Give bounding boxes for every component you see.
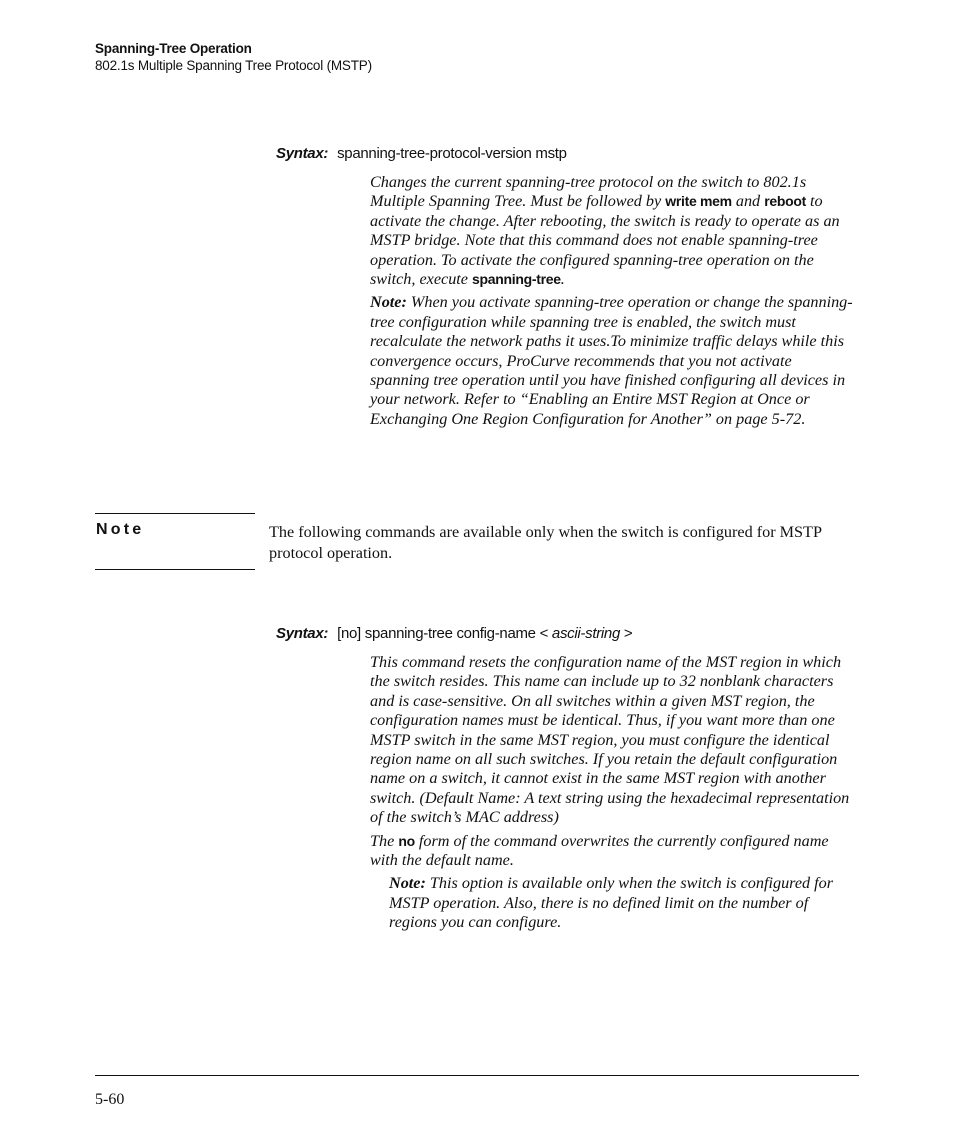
command-note: Note: When you activate spanning-tree operation or change the spanning-tree configuration while spanning tree is enabled, the switch must recalculate the network paths it uses.To minimize traffic delays while this convergence occurs, ProCurve recommends that you not activate spanning tree operation until you have finished configuring all devices in your network. Refer to “Enabling an Entire MST Region at Once or Exchanging One Region Configuration for Another” on page 5-72. (370, 293, 853, 428)
running-header-title: Spanning-Tree Operation (95, 41, 252, 56)
syntax-line-config-name: Syntax: [no] spanning-tree config-name < ascii-string > (276, 625, 633, 642)
inline-command: write mem (665, 193, 732, 210)
running-header-subtitle: 802.1s Multiple Spanning Tree Protocol (MSTP) (95, 58, 372, 73)
note-label: Note: (370, 293, 407, 312)
syntax-parameter: ascii-string (551, 625, 621, 642)
command-note: Note: This option is available only when the switch is configured for MSTP operation. Also, there is no defined limit on the number of regions you can configure. (389, 874, 834, 932)
inline-command: spanning-tree (472, 271, 561, 288)
syntax-line-protocol-version (276, 145, 567, 162)
command-description: Changes the current spanning-tree protocol on the switch to 802.1s Multiple Spanning Tree. Must be followed by write mem and reboot to activate the change. After rebooting, the switch is ready to operate as an MSTP bridge. Note that this command does not enable spanning-tree operation. To activate the configured spanning-tree operation on the switch, execute spanning-tree. (370, 173, 840, 289)
syntax-description-block (370, 653, 854, 937)
syntax-label: Syntax: (276, 145, 329, 162)
footer-rule (95, 1075, 859, 1076)
note-bottom-rule (95, 569, 255, 570)
note-heading: Note (96, 521, 145, 538)
note-body: The following commands are available only when the switch is configured for MSTP protocol operation. (269, 523, 822, 562)
inline-command: no (398, 832, 415, 849)
syntax-command: spanning-tree-protocol-version mstp (337, 145, 567, 162)
note-top-rule (95, 513, 255, 514)
no-form-description: The no form of the command overwrites the currently configured name with the default name. (370, 831, 829, 870)
page-number: 5-60 (95, 1091, 125, 1108)
syntax-description-block (370, 173, 854, 433)
inline-command: reboot (764, 193, 806, 210)
note-label: Note: (389, 874, 426, 893)
syntax-label: Syntax: (276, 625, 329, 642)
command-description: This command resets the configuration name of the MST region in which the switch resides. This name can include up to 32 nonblank characters and is case-sensitive. On all switches within a given MST region, the configuration names must be identical. Thus, if you want more than one MSTP switch in the same MST region, you must configure the identical region name on all such switches. If you retain the default configuration name on a switch, it cannot exist in the same MST region with another switch. (Default Name: A text string using the hexadecimal representation of the switch’s MAC address) (370, 653, 850, 827)
